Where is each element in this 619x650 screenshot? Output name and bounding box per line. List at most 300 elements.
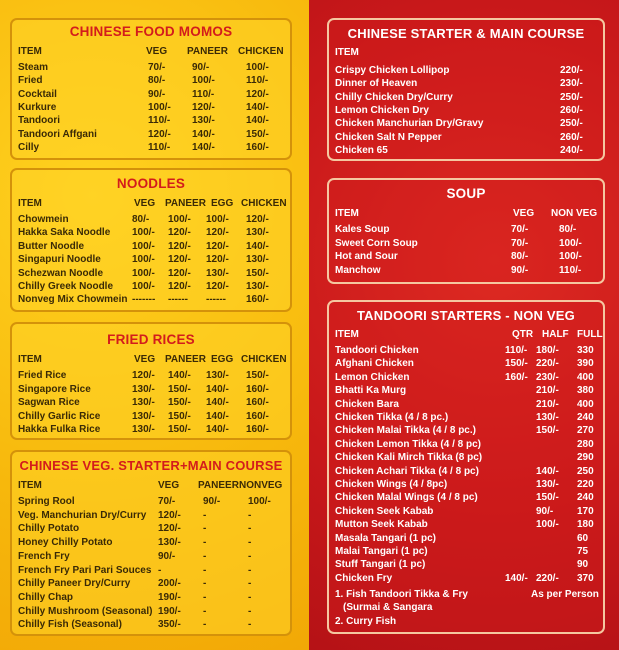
table-row (335, 265, 597, 277)
item-price: ------ (168, 294, 188, 306)
table-row (18, 424, 284, 436)
item-price: 140/- (206, 424, 229, 435)
item-name: Chicken Malal Wings (4 / 8 pc) (335, 492, 478, 504)
item-price: 120/- (158, 509, 181, 521)
table-row (335, 439, 597, 451)
item-price: 180/- (536, 345, 559, 356)
item-price: 150/- (168, 397, 191, 408)
item-price: 220 (577, 479, 594, 490)
item-price: 350/- (158, 619, 181, 631)
table-row (335, 519, 597, 531)
item-price: 60 (577, 532, 589, 544)
item-price: 120/- (148, 128, 171, 140)
tandoori-section (327, 300, 605, 634)
item-price: 380 (577, 385, 594, 397)
note-row (335, 616, 597, 628)
item-name: Chilly Potato (18, 523, 80, 535)
item-name: Chicken Tikka (4 / 8 pc.) (335, 412, 449, 423)
item-price: 130/- (536, 479, 559, 490)
item-price: 370 (577, 572, 594, 584)
item-price: 120/- (206, 227, 229, 239)
section-title: CHINESE FOOD MOMOS (69, 24, 233, 39)
item-name: Stuff Tangari (1 pc) (335, 559, 426, 571)
item-price: 290 (577, 452, 594, 464)
item-price: 130/- (246, 254, 269, 266)
item-name: Sagwan Rice (18, 397, 80, 408)
item-price: 130/- (132, 383, 155, 395)
table-header (18, 46, 284, 58)
item-name: Nonveg Mix Chowmein (18, 294, 128, 306)
item-price: 160/- (246, 424, 269, 435)
item-price: 80/- (148, 75, 166, 87)
item-price: 160/- (246, 397, 269, 408)
section-title: NOODLES (116, 176, 186, 191)
item-price: 100/- (132, 240, 155, 252)
item-price: 120/- (158, 523, 181, 535)
item-price: 80/- (132, 214, 150, 225)
item-name: Schezwan Noodle (18, 267, 104, 279)
item-price: 280 (577, 438, 594, 450)
item-price: 160/- (246, 294, 269, 306)
col-header: VEG (134, 354, 156, 365)
item-price: 140/- (505, 572, 528, 584)
item-price: 250/- (560, 91, 583, 103)
table-row (335, 118, 597, 130)
item-name: Chilly Chap (18, 591, 74, 603)
note-text: 2. Curry Fish (335, 616, 397, 627)
item-price: 160/- (246, 383, 269, 395)
col-header: ITEM (18, 46, 42, 57)
item-price: 400 (577, 398, 594, 410)
item-name: Tandoori Affgani (18, 128, 97, 140)
table-row (335, 132, 597, 144)
item-price: 390 (577, 358, 594, 370)
item-price: 120/- (168, 227, 191, 239)
item-name: Cocktail (18, 88, 57, 100)
item-price: 150/- (505, 358, 528, 370)
item-price: 170 (577, 505, 594, 517)
table-row (18, 496, 284, 508)
item-price: 110/- (246, 75, 269, 87)
item-price: 150/- (246, 128, 269, 140)
col-header: VEG (158, 480, 180, 491)
col-header: ITEM (335, 47, 359, 58)
table-header (335, 47, 597, 59)
item-price: - (203, 578, 207, 590)
item-price: 100/- (132, 254, 155, 266)
note-row (335, 589, 597, 601)
item-price: 120/- (246, 214, 269, 225)
item-price: 100/- (168, 214, 191, 225)
item-price: - (203, 550, 207, 562)
item-price: - (158, 564, 162, 576)
item-price: 130/- (192, 115, 215, 127)
item-price: 400 (577, 371, 594, 383)
table-row (18, 62, 284, 74)
item-price: 150/- (536, 425, 559, 437)
item-name: Singapuri Noodle (18, 254, 101, 266)
item-price: 100/- (132, 227, 155, 239)
item-price: 150/- (536, 492, 559, 504)
item-name: Honey Chilly Potato (18, 537, 113, 549)
item-price: 110/- (505, 345, 528, 356)
table-row (335, 345, 597, 357)
item-price: 160/- (246, 141, 269, 153)
item-name: Steam (18, 62, 49, 73)
item-name: Spring Rool (18, 496, 75, 507)
item-price: 270 (577, 425, 594, 437)
col-header: HALF (542, 329, 569, 340)
item-name: Chicken Wings (4 / 8pc) (335, 479, 448, 490)
item-price: 150/- (246, 267, 269, 279)
table-row (18, 129, 284, 141)
item-name: Chilly Mushroom (Seasonal) (18, 605, 153, 617)
item-name: Mutton Seek Kabab (335, 519, 428, 531)
table-row (335, 425, 597, 437)
item-name: Tandoori Chicken (335, 345, 419, 356)
item-price: 130/- (536, 412, 559, 423)
item-name: Crispy Chicken Lollipop (335, 65, 450, 76)
item-price: - (248, 523, 252, 535)
item-price: 90 (577, 559, 589, 571)
item-name: Dinner of Heaven (335, 78, 418, 90)
item-name: Afghani Chicken (335, 358, 414, 370)
item-name: Chilly Chicken Dry/Curry (335, 91, 453, 103)
item-name: Butter Noodle (18, 240, 85, 252)
col-header: CHICKEN (241, 354, 287, 365)
table-row (335, 224, 597, 236)
item-price: 90/- (203, 496, 221, 507)
note-text: 1. Fish Tandoori Tikka & Fry (335, 589, 468, 600)
item-price: 90/- (192, 62, 210, 73)
table-row (335, 145, 597, 157)
item-price: 120/- (168, 267, 191, 279)
table-row (335, 546, 597, 558)
item-name: Chicken Lemon Tikka (4 / 8 pc) (335, 438, 481, 450)
table-row (335, 358, 597, 370)
item-price: 140/- (246, 240, 269, 252)
item-name: Chicken 65 (335, 144, 388, 156)
item-name: Lemon Chicken Dry (335, 104, 429, 116)
veg-starter-section (10, 450, 292, 636)
table-row (18, 268, 284, 280)
item-price: 90/- (148, 88, 166, 100)
item-price: 100/- (206, 214, 229, 225)
item-name: Lemon Chicken (335, 371, 410, 383)
section-title: CHINESE VEG. STARTER+MAIN COURSE (19, 458, 283, 473)
col-header: ITEM (18, 480, 42, 491)
momos-section (10, 18, 292, 160)
item-price: 70/- (511, 224, 529, 235)
item-price: 220/- (536, 572, 559, 584)
table-row (335, 559, 597, 571)
item-price: 140/- (192, 141, 215, 153)
item-name: Chilly Greek Noodle (18, 281, 114, 292)
table-row (335, 466, 597, 478)
item-price: 110/- (559, 264, 582, 276)
item-price: 120/- (168, 281, 191, 292)
item-price: 140/- (246, 115, 269, 127)
note-row (335, 602, 597, 614)
item-price: 260/- (560, 104, 583, 116)
item-name: Veg. Manchurian Dry/Curry (18, 509, 147, 521)
item-price: - (203, 537, 207, 549)
item-price: - (248, 619, 252, 631)
item-price: - (248, 605, 252, 617)
item-price: 110/- (192, 88, 215, 100)
item-price: - (248, 509, 252, 521)
table-row (18, 75, 284, 87)
col-header: ITEM (18, 198, 42, 209)
chinese-starter-section (327, 18, 605, 161)
left-panel (0, 0, 309, 650)
note-text: (Surmai & Sangara (343, 602, 433, 613)
item-price: 120/- (168, 240, 191, 252)
table-row (335, 412, 597, 424)
table-row (335, 399, 597, 411)
table-row (335, 533, 597, 545)
item-price: 140/- (206, 397, 229, 408)
item-price: 70/- (511, 237, 529, 249)
item-price: 100/- (246, 62, 269, 73)
item-price: 90/- (511, 264, 529, 276)
table-header (335, 208, 597, 220)
table-row (18, 592, 284, 604)
item-name: Chilly Garlic Rice (18, 410, 101, 422)
table-row (18, 227, 284, 239)
item-name: Hakka Saka Noodle (18, 227, 111, 239)
table-row (18, 551, 284, 563)
item-name: Bhatti Ka Murg (335, 385, 407, 397)
item-price: 140/- (246, 101, 269, 113)
table-row (18, 411, 284, 423)
item-price: 120/- (206, 281, 229, 292)
item-name: Hot and Sour (335, 251, 398, 262)
item-name: Chicken Seek Kabab (335, 505, 434, 517)
col-header: PANEER (198, 480, 239, 491)
item-price: 130/- (246, 281, 269, 292)
col-header: VEG (146, 46, 168, 57)
table-row (18, 241, 284, 253)
item-name: Malai Tangari (1 pc) (335, 546, 428, 557)
item-price: - (248, 564, 252, 576)
section-title: CHINESE STARTER & MAIN COURSE (347, 26, 585, 41)
col-header: PANEER (165, 354, 206, 365)
table-row (335, 452, 597, 464)
item-price: 150/- (168, 383, 191, 395)
item-price: 100/- (536, 519, 559, 531)
col-header: NON VEG (551, 208, 598, 219)
col-header: PANEER (165, 198, 206, 209)
item-name: Chilly Fish (Seasonal) (18, 619, 122, 631)
table-row (335, 372, 597, 384)
item-name: French Fry Pari Pari Souces (18, 564, 152, 576)
item-price: 250 (577, 465, 594, 477)
table-row (335, 385, 597, 397)
item-price: 140/- (168, 370, 191, 381)
item-price: 130/- (132, 424, 155, 435)
item-name: Manchow (335, 264, 381, 276)
item-name: Singapore Rice (18, 383, 91, 395)
table-header (335, 329, 603, 341)
item-price: 100/- (559, 251, 582, 262)
item-price: 110/- (148, 141, 171, 153)
table-row (18, 115, 284, 127)
table-row (18, 294, 284, 306)
table-header (18, 480, 284, 492)
item-name: Chicken Achari Tikka (4 / 8 pc) (335, 465, 479, 477)
col-header: ITEM (18, 354, 42, 365)
item-price: 240 (577, 492, 594, 504)
item-price: 100/- (192, 75, 215, 87)
table-row (335, 479, 597, 491)
item-price: - (248, 537, 252, 549)
item-price: 120/- (192, 101, 215, 113)
col-header: QTR (512, 329, 534, 340)
item-price: - (203, 605, 207, 617)
item-name: Sweet Corn Soup (335, 237, 418, 249)
item-price: 140/- (192, 128, 215, 140)
item-price: 230/- (536, 371, 559, 383)
item-price: 160/- (246, 410, 269, 422)
item-price: 120/- (168, 254, 191, 266)
item-name: Chowmein (18, 214, 69, 225)
table-row (335, 65, 597, 77)
item-price: 130/- (246, 227, 269, 239)
item-price: 230/- (560, 78, 583, 90)
table-row (18, 142, 284, 154)
item-price: 80/- (559, 224, 577, 235)
item-price: 130/- (132, 410, 155, 422)
item-price: ------ (206, 294, 226, 306)
fried-rices-section (10, 322, 292, 440)
item-price: 140/- (206, 383, 229, 395)
table-header (18, 354, 287, 366)
item-price: 130/- (206, 370, 229, 381)
table-row (18, 254, 284, 266)
item-price: 150/- (168, 410, 191, 422)
table-row (18, 523, 284, 535)
item-price: 80/- (511, 251, 529, 262)
item-price: 210/- (536, 398, 559, 410)
item-name: Tandoori (18, 115, 61, 127)
item-price: 150/- (168, 424, 191, 435)
item-price: 180 (577, 519, 594, 531)
item-name: Fried (18, 75, 43, 87)
table-row (18, 510, 284, 522)
table-row (335, 251, 597, 263)
item-price: - (248, 578, 252, 590)
item-name: Chilly Paneer Dry/Curry (18, 578, 131, 590)
item-price: 120/- (132, 370, 155, 381)
item-price: - (248, 591, 252, 603)
item-name: Chicken Malai Tikka (4 / 8 pc.) (335, 425, 476, 437)
section-title: SOUP (446, 186, 486, 201)
col-header: EGG (211, 354, 234, 365)
item-name: Chicken Kali Mirch Tikka (8 pc) (335, 452, 483, 464)
col-header: EGG (211, 198, 234, 209)
note-price: As per Person (531, 589, 599, 600)
col-header: CHICKEN (241, 198, 287, 209)
item-price: 100/- (148, 101, 171, 113)
item-price: - (248, 550, 252, 562)
item-name: French Fry (18, 550, 70, 562)
item-price: 190/- (158, 591, 181, 603)
soup-section (327, 178, 605, 284)
section-title: FRIED RICES (107, 332, 195, 347)
item-price: 160/- (505, 371, 528, 383)
item-price: 210/- (536, 385, 559, 397)
item-price: 240/- (560, 144, 583, 156)
item-price: - (203, 591, 207, 603)
item-name: Cilly (18, 141, 40, 153)
item-price: 140/- (536, 465, 559, 477)
item-price: 70/- (148, 62, 166, 73)
item-price: 120/- (206, 240, 229, 252)
table-row (335, 506, 597, 518)
col-header: ITEM (335, 329, 359, 340)
item-price: - (203, 509, 207, 521)
table-row (335, 105, 597, 117)
item-price: 100/- (132, 281, 155, 292)
item-price: 200/- (158, 578, 181, 590)
table-row (18, 102, 284, 114)
item-price: 250/- (560, 118, 583, 130)
table-row (18, 397, 284, 409)
table-row (18, 214, 284, 226)
table-row (18, 384, 284, 396)
col-header: VEG (513, 208, 535, 219)
item-price: 240 (577, 412, 594, 423)
item-price: ------- (132, 294, 156, 306)
item-name: Chicken Manchurian Dry/Gravy (335, 118, 484, 130)
item-price: 130/- (206, 267, 229, 279)
right-panel (309, 0, 619, 650)
item-name: Chicken Fry (335, 572, 393, 584)
item-price: 190/- (158, 605, 181, 617)
item-price: 120/- (206, 254, 229, 266)
item-name: Chicken Bara (335, 398, 399, 410)
section-title: TANDOORI STARTERS - NON VEG (357, 308, 575, 323)
table-row (335, 492, 597, 504)
item-price: - (203, 619, 207, 631)
item-price: - (203, 523, 207, 535)
item-price: - (203, 564, 207, 576)
item-price: 90/- (158, 550, 176, 562)
table-row (18, 89, 284, 101)
item-price: 130/- (132, 397, 155, 408)
table-row (18, 281, 284, 293)
item-price: 120/- (246, 88, 269, 100)
item-name: Masala Tangari (1 pc) (335, 532, 436, 544)
item-name: Kales Soup (335, 224, 390, 235)
item-name: Fried Rice (18, 370, 67, 381)
col-header: VEG (134, 198, 156, 209)
table-row (18, 565, 284, 577)
col-header: CHICKEN (238, 46, 284, 57)
item-price: 260/- (560, 131, 583, 143)
table-header (18, 198, 287, 210)
item-name: Chicken Salt N Pepper (335, 131, 442, 143)
item-name: Kurkure (18, 101, 57, 113)
item-price: 110/- (148, 115, 171, 127)
table-row (335, 573, 597, 585)
item-price: 75 (577, 546, 589, 557)
table-row (335, 92, 597, 104)
table-row (18, 578, 284, 590)
item-price: 70/- (158, 496, 176, 507)
table-row (18, 537, 284, 549)
